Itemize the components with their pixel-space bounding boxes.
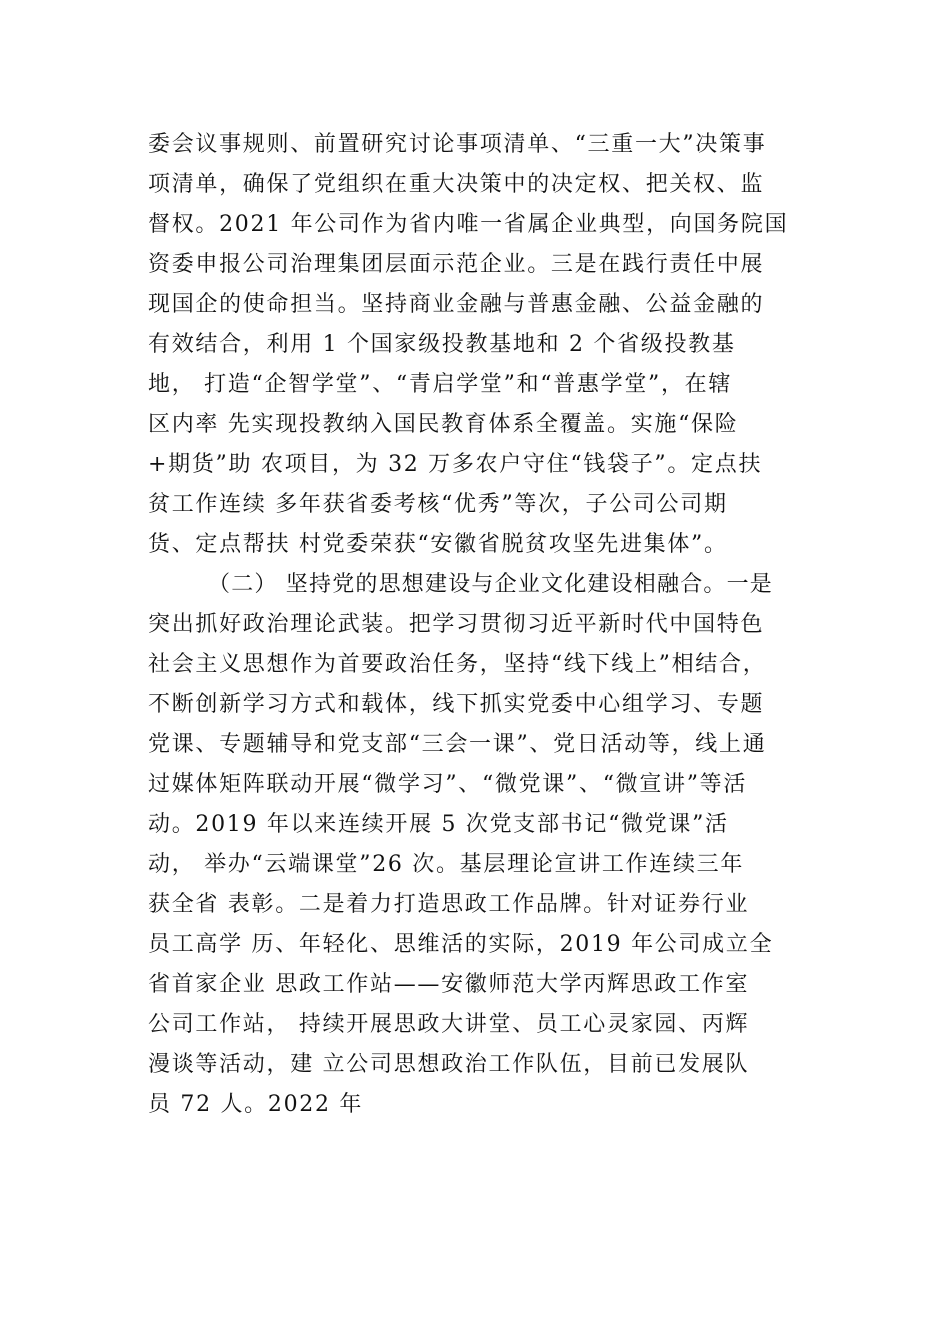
text-line-18: 动。2019 年以来连续开展 5 次党支部书记“微党课”活 <box>148 812 729 837</box>
text-line-23: 公司工作站， 持续开展思政大讲堂、员工心灵家园、丙辉 <box>148 1012 750 1037</box>
text-line-9: +期货”助 农项目，为 32 万多农户守住“钱袋子”。定点扶 <box>148 452 763 477</box>
text-line-10: 贫工作连续 多年获省委考核“优秀”等次，子公司公司期 <box>148 492 728 517</box>
text-line-17: 过媒体矩阵联动开展“微学习”、“微党课”、“微宣讲”等活 <box>148 772 748 797</box>
text-line-13: 突出抓好政治理论武装。把学习贯彻习近平新时代中国特色 <box>148 612 765 637</box>
text-line-15: 不断创新学习方式和载体，线下抓实党委中心组学习、专题 <box>148 692 765 717</box>
text-line-20: 获全省 表彰。二是着力打造思政工作品牌。针对证券行业 <box>148 892 750 917</box>
text-line-3: 督权。2021 年公司作为省内唯一省属企业典型，向国务院国 <box>148 212 789 237</box>
text-line-4: 资委申报公司治理集团层面示范企业。三是在践行责任中展 <box>148 252 765 277</box>
body-text <box>148 125 828 1125</box>
text-line-24: 漫谈等活动，建 立公司思想政治工作队伍，目前已发展队 <box>148 1052 750 1077</box>
text-line-22: 省首家企业 思政工作站——安徽师范大学丙辉思政工作室 <box>148 972 750 997</box>
text-line-16: 党课、专题辅导和党支部“三会一课”、党日活动等，线上通 <box>148 732 767 757</box>
section-heading-line: （二） 坚持党的思想建设与企业文化建设相融合。一是 <box>208 572 773 597</box>
text-line-7: 地， 打造“企智学堂”、“青启学堂”和“普惠学堂”，在辖 <box>148 372 733 397</box>
text-line-25: 员 72 人。2022 年 <box>148 1092 364 1117</box>
text-line-1: 委会议事规则、前置研究讨论事项清单、“三重一大”决策事 <box>148 132 767 157</box>
text-line-6: 有效结合，利用 1 个国家级投教基地和 2 个省级投教基 <box>148 332 736 357</box>
text-line-8: 区内率 先实现投教纳入国民教育体系全覆盖。实施“保险 <box>148 412 739 437</box>
text-line-19: 动， 举办“云端课堂”26 次。基层理论宣讲工作连续三年 <box>148 852 745 877</box>
text-line-2: 项清单，确保了党组织在重大决策中的决定权、把关权、监 <box>148 172 765 197</box>
text-line-21: 员工高学 历、年轻化、思维活的实际，2019 年公司成立全 <box>148 932 774 957</box>
text-line-14: 社会主义思想作为首要政治任务，坚持“线下线上”相结合， <box>148 652 767 677</box>
text-line-11: 货、定点帮扶 村党委荣获“安徽省脱贫攻坚先进集体”。 <box>148 532 728 557</box>
text-line-5: 现国企的使命担当。坚持商业金融与普惠金融、公益金融的 <box>148 292 765 317</box>
